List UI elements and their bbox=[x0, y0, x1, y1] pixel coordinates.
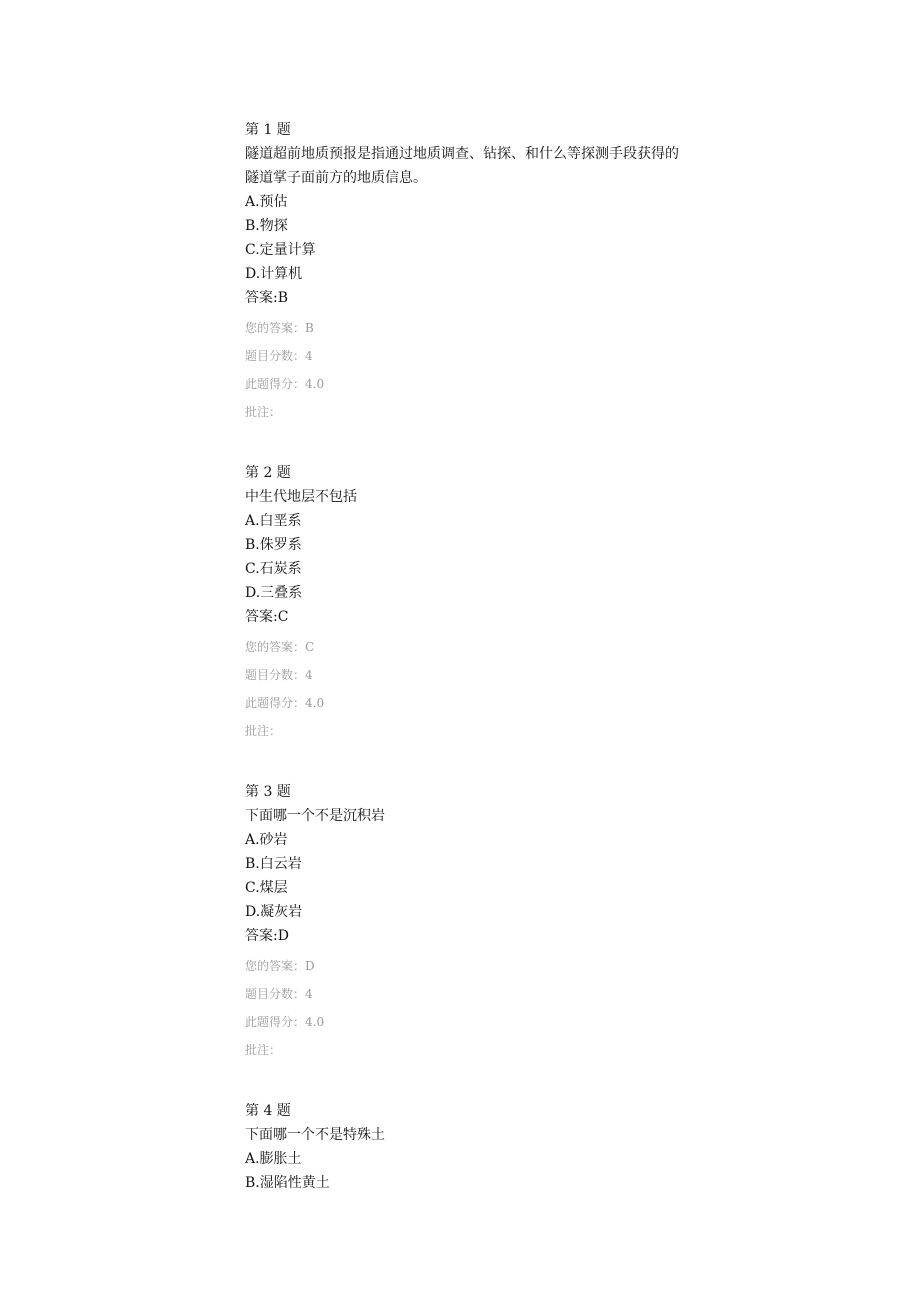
question-score: 题目分数：4 bbox=[245, 349, 313, 363]
option-b: B.湿陷性黄土 bbox=[245, 1175, 330, 1191]
earned-score: 此题得分：4.0 bbox=[245, 696, 325, 710]
your-answer: 您的答案：D bbox=[245, 959, 315, 973]
option-b: B.物探 bbox=[245, 218, 288, 234]
question-3 bbox=[245, 780, 685, 1064]
option-d: D.凝灰岩 bbox=[245, 904, 303, 920]
question-text: 下面哪一个不是特殊土 bbox=[245, 1127, 385, 1143]
your-answer: 您的答案：C bbox=[245, 640, 315, 654]
question-title: 第 2 题 bbox=[245, 465, 291, 481]
question-text: 下面哪一个不是沉积岩 bbox=[245, 808, 385, 824]
question-1 bbox=[245, 118, 685, 426]
option-a: A.膨胀土 bbox=[245, 1151, 302, 1167]
option-d: D.计算机 bbox=[245, 266, 303, 282]
option-a: A.白垩系 bbox=[245, 513, 302, 529]
question-score: 题目分数：4 bbox=[245, 668, 313, 682]
option-c: C.定量计算 bbox=[245, 242, 316, 258]
question-4 bbox=[245, 1099, 685, 1195]
question-title: 第 4 题 bbox=[245, 1103, 291, 1119]
option-b: B.白云岩 bbox=[245, 856, 302, 872]
option-b: B.侏罗系 bbox=[245, 537, 302, 553]
option-c: C.石炭系 bbox=[245, 561, 302, 577]
question-title: 第 3 题 bbox=[245, 784, 291, 800]
your-answer: 您的答案：B bbox=[245, 321, 314, 335]
question-2 bbox=[245, 461, 685, 745]
correct-answer: 答案:D bbox=[245, 928, 289, 944]
earned-score: 此题得分：4.0 bbox=[245, 1015, 325, 1029]
earned-score: 此题得分：4.0 bbox=[245, 377, 325, 391]
annotation: 批注： bbox=[245, 1043, 282, 1057]
option-a: A.砂岩 bbox=[245, 832, 288, 848]
annotation: 批注： bbox=[245, 405, 282, 419]
option-c: C.煤层 bbox=[245, 880, 288, 896]
question-score: 题目分数：4 bbox=[245, 987, 313, 1001]
exam-page bbox=[245, 118, 685, 1230]
annotation: 批注： bbox=[245, 724, 282, 738]
option-a: A.预估 bbox=[245, 194, 288, 210]
correct-answer: 答案:C bbox=[245, 609, 289, 625]
question-title: 第 1 题 bbox=[245, 122, 291, 138]
correct-answer: 答案:B bbox=[245, 290, 289, 306]
option-d: D.三叠系 bbox=[245, 585, 303, 601]
question-text: 隧道超前地质预报是指通过地质调查、钻探、和什么等探测手段获得的隧道掌子面前方的地质信息。 bbox=[245, 146, 679, 186]
question-text: 中生代地层不包括 bbox=[245, 489, 357, 505]
